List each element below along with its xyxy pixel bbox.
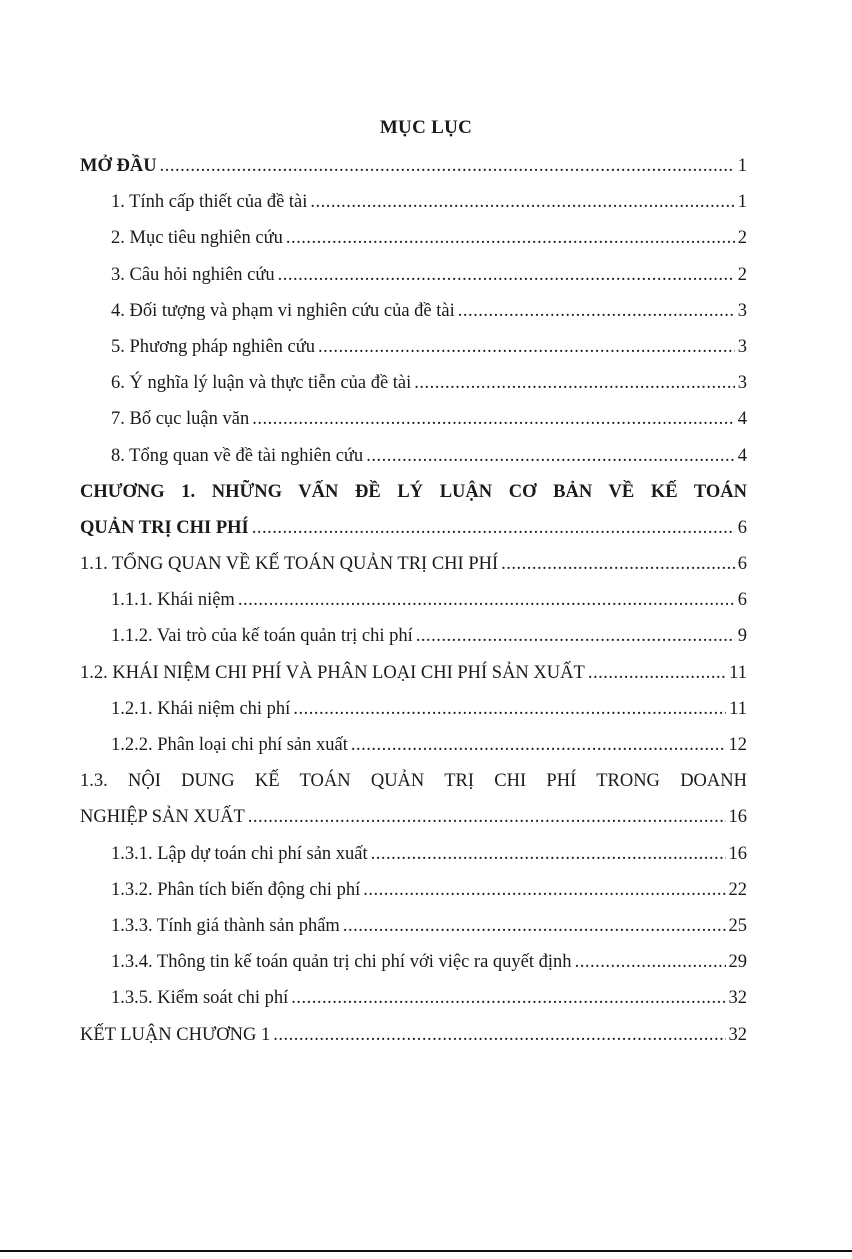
toc-entry-label: 1.3.5. Kiểm soát chi phí [111,988,289,1009]
toc-entry-page: 4 [737,409,747,430]
toc-entry-page: 16 [728,843,747,864]
toc-entry-1-3[interactable] [80,765,747,801]
leader-dots [501,554,735,575]
leader-dots [310,192,734,213]
toc-entry-label: 5. Phương pháp nghiên cứu [111,336,316,357]
toc-entry-label: 3. Câu hỏi nghiên cứu [111,264,275,285]
leader-dots [343,916,726,937]
toc-entry-label: MỞ ĐẦU [80,156,157,176]
toc-entry-page: 2 [737,264,747,285]
toc-entry-label-line1: 1.3. NỘI DUNG KẾ TOÁN QUẢN TRỊ CHI PHÍ TRONG DOANH [80,771,747,792]
toc-entry-5[interactable] [80,331,747,367]
toc-entry-label: 4. Đối tượng và phạm vi nghiên cứu của đề tài [111,300,455,321]
leader-dots [458,301,735,322]
toc-entry-2[interactable] [80,222,747,258]
leader-dots [371,844,726,865]
toc-entry-1-2-1[interactable] [80,693,747,729]
leader-dots [414,373,734,394]
toc-entry-page: 6 [737,517,747,538]
toc-entry-1-2-2[interactable] [80,729,747,765]
table-of-contents [80,150,747,1055]
toc-entry-page: 2 [737,228,747,249]
toc-entry-page: 16 [728,807,747,828]
toc-entry-page: 6 [737,590,747,611]
toc-entry-page: 3 [737,373,747,394]
toc-entry-label: 1.1.1. Khái niệm [111,590,235,611]
toc-entry-label: 7. Bố cục luận văn [111,409,250,430]
toc-entry-1-1-2[interactable] [80,620,747,656]
toc-entry-page: 9 [737,626,747,647]
toc-entry-label: 1.3.4. Thông tin kế toán quản trị chi phí với việc ra quyết định [111,952,572,973]
toc-entry-1-3-2[interactable] [80,874,747,910]
leader-dots [575,952,726,973]
toc-entry-label: 1.2. KHÁI NIỆM CHI PHÍ VÀ PHÂN LOẠI CHI PHÍ SẢN XUẤT [80,662,585,683]
leader-dots [252,518,735,539]
toc-entry-page: 3 [737,300,747,321]
toc-entry-label: 2. Mục tiêu nghiên cứu [111,228,283,249]
toc-entry-page: 25 [728,915,747,936]
toc-entry-7[interactable] [80,403,747,439]
toc-entry-page: 32 [728,1024,747,1045]
toc-entry-6[interactable] [80,367,747,403]
toc-entry-label-line2: NGHIỆP SẢN XUẤT [80,807,245,828]
toc-entry-label: 6. Ý nghĩa lý luận và thực tiễn của đề tài [111,373,412,394]
page-title: MỤC LỤC [379,117,473,138]
leader-dots [416,626,735,647]
toc-entry-page: 29 [728,952,747,973]
leader-dots [252,409,735,430]
toc-entry-label: KẾT LUẬN CHƯƠNG 1 [80,1024,271,1045]
toc-entry-page: 11 [729,662,747,683]
toc-entry-1-3-cont[interactable] [80,801,747,837]
toc-entry-ket-luan[interactable] [80,1019,747,1055]
toc-entry-1-1-1[interactable] [80,584,747,620]
leader-dots [286,228,735,249]
toc-entry-label: 1.1.2. Vai trò của kế toán quản trị chi phí [111,626,413,647]
toc-entry-page: 1 [737,156,747,176]
toc-entry-1-3-4[interactable] [80,946,747,982]
toc-entry-page: 4 [737,445,747,466]
toc-entry-1[interactable] [80,186,747,222]
toc-entry-label: 1.3.3. Tính giá thành sản phẩm [111,915,340,936]
toc-entry-1-3-5[interactable] [80,982,747,1018]
toc-entry-8[interactable] [80,440,747,476]
leader-dots [160,156,735,177]
leader-dots [366,446,735,467]
toc-entry-page: 12 [728,735,747,755]
leader-dots [363,880,725,901]
leader-dots [278,265,735,286]
toc-entry-page: 3 [737,336,747,357]
toc-entry-page: 22 [728,879,747,900]
toc-entry-label: 1.3.1. Lập dự toán chi phí sản xuất [111,843,368,864]
toc-entry-label: 1.3.2. Phân tích biến động chi phí [111,879,361,900]
toc-entry-label: 1.2.1. Khái niệm chi phí [111,698,291,719]
leader-dots [291,988,725,1009]
toc-entry-1-2[interactable] [80,657,747,693]
leader-dots [248,807,726,828]
toc-entry-page: 1 [737,192,747,213]
page-bottom-rule [0,1250,852,1252]
toc-entry-4[interactable] [80,295,747,331]
leader-dots [238,590,735,611]
toc-entry-1-3-1[interactable] [80,838,747,874]
leader-dots [293,699,726,720]
toc-entry-page: 11 [729,698,747,719]
leader-dots [588,663,726,684]
toc-entry-label: 1. Tính cấp thiết của đề tài [111,192,308,213]
toc-entry-page: 32 [728,988,747,1009]
toc-entry-3[interactable] [80,259,747,295]
toc-entry-label: 1.2.2. Phân loại chi phí sản xuất [111,735,348,755]
toc-entry-page: 6 [737,554,747,575]
leader-dots [351,735,726,756]
toc-entry-1-3-3[interactable] [80,910,747,946]
toc-entry-1-1[interactable] [80,548,747,584]
toc-entry-label: 1.1. TỔNG QUAN VỀ KẾ TOÁN QUẢN TRỊ CHI PHÍ [80,554,499,575]
toc-entry-mo-dau[interactable] [80,150,747,186]
toc-entry-label-line2: QUẢN TRỊ CHI PHÍ [80,517,249,538]
toc-entry-label-line1: CHƯƠNG 1. NHỮNG VẤN ĐỀ LÝ LUẬN CƠ BẢN VỀ KẾ TOÁN [80,481,747,502]
toc-entry-chuong-1[interactable] [80,476,747,512]
toc-entry-chuong-1-cont[interactable] [80,512,747,548]
toc-entry-label: 8. Tổng quan về đề tài nghiên cứu [111,445,364,466]
leader-dots [273,1025,725,1046]
leader-dots [318,337,735,358]
